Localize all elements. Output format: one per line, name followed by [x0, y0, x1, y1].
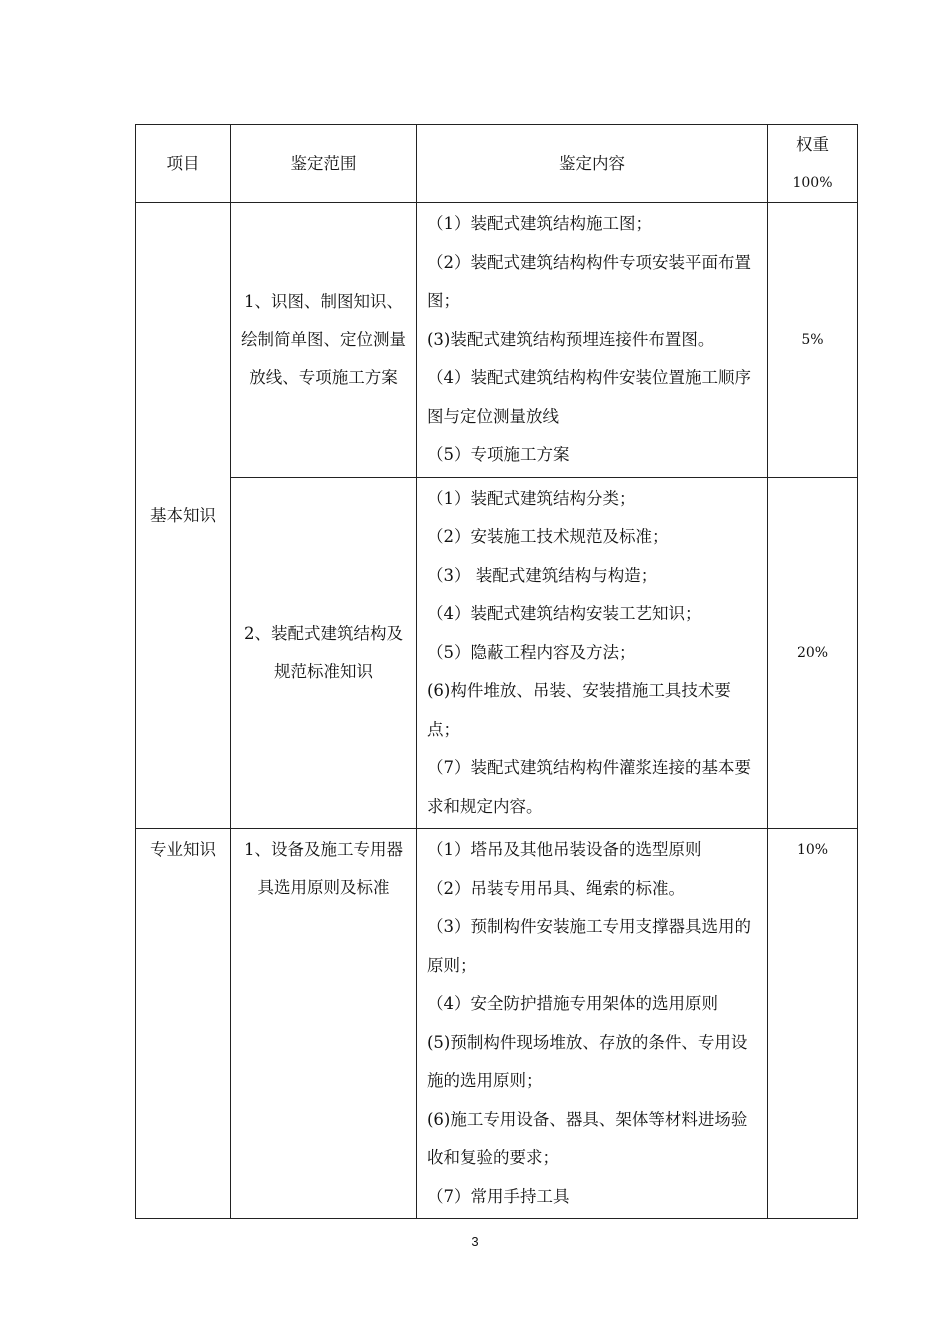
- project-cell-professional: 专业知识: [136, 829, 231, 1219]
- content-item: (6)构件堆放、吊装、安装措施工具技术要点；: [427, 681, 731, 739]
- content-item: （1）装配式建筑结构分类；: [427, 488, 636, 508]
- content-item: （2）安装施工技术规范及标准；: [427, 527, 669, 546]
- header-weight-total: 100%: [792, 174, 833, 191]
- scope-cell: 2、装配式建筑结构及规范标准知识: [231, 477, 417, 829]
- content-item: （4）装配式建筑结构安装工艺知识；: [427, 604, 702, 623]
- header-weight: [768, 125, 858, 203]
- content-item: （3） 装配式建筑结构与构造；: [427, 565, 658, 585]
- content-cell: [417, 477, 768, 829]
- weight-cell: 10%: [768, 829, 858, 1219]
- header-scope: 鉴定范围: [231, 125, 417, 203]
- content-item: （2）吊装专用吊具、绳索的标准。: [427, 878, 685, 898]
- content-item: （5）隐蔽工程内容及方法；: [427, 642, 636, 662]
- content-item: （5）专项施工方案: [427, 445, 570, 464]
- weight-cell: 20%: [768, 477, 858, 829]
- table-row: [136, 203, 858, 478]
- content-cell: [417, 203, 768, 478]
- content-item: （1）塔吊及其他吊装设备的选型原则: [427, 840, 702, 859]
- content-item: （2）装配式建筑结构构件专项安装平面布置图；: [427, 252, 751, 310]
- scope-cell: 1、设备及施工专用器具选用原则及标准: [231, 829, 417, 1219]
- scope-cell: 1、识图、制图知识、绘制简单图、定位测量放线、专项施工方案: [231, 203, 417, 478]
- header-project: 项目: [136, 125, 231, 203]
- assessment-table: [135, 124, 858, 1219]
- project-cell-basic: 基本知识: [136, 203, 231, 829]
- content-item: (6)施工专用设备、器具、架体等材料进场验收和复验的要求；: [427, 1109, 748, 1167]
- weight-cell: 5%: [768, 203, 858, 478]
- table-row: [136, 829, 858, 1219]
- content-item: (3)装配式建筑结构预埋连接件布置图。: [427, 329, 715, 349]
- content-item: （4）安全防护措施专用架体的选用原则: [427, 994, 718, 1013]
- content-item: (5)预制构件现场堆放、存放的条件、专用设施的选用原则；: [427, 1032, 748, 1090]
- content-item: （7）装配式建筑结构构件灌浆连接的基本要求和规定内容。: [427, 758, 751, 816]
- content-item: （7）常用手持工具: [427, 1186, 570, 1206]
- header-weight-label: 权重: [796, 134, 829, 154]
- page-number: 3: [471, 1234, 479, 1249]
- header-content: 鉴定内容: [417, 125, 768, 203]
- content-item: （1）装配式建筑结构施工图；: [427, 214, 652, 233]
- table-row: [136, 477, 858, 829]
- content-item: （4）装配式建筑结构构件安装位置施工顺序图与定位测量放线: [427, 368, 751, 426]
- content-cell: [417, 829, 768, 1219]
- content-item: （3）预制构件安装施工专用支撑器具选用的原则；: [427, 917, 751, 975]
- header-row: [136, 125, 858, 203]
